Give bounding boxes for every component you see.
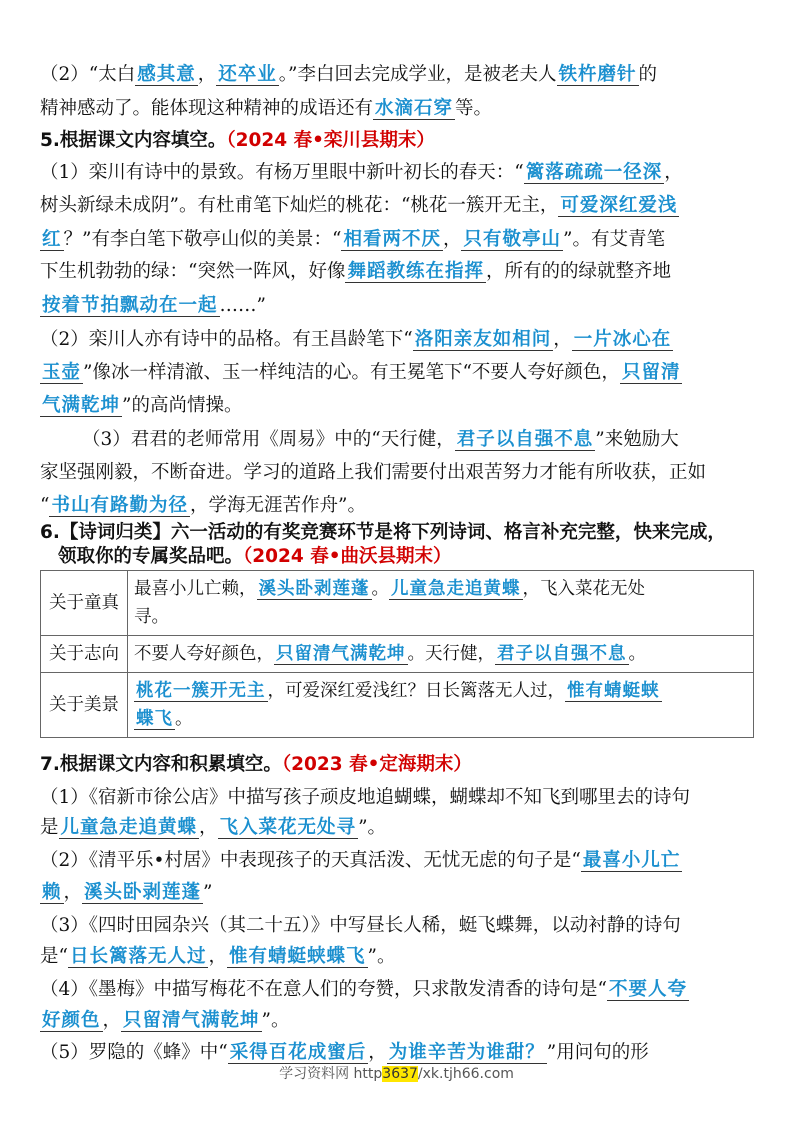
question-source: （2024 春•曲沃县期末） [243, 546, 452, 567]
answer-blank: 只留清气满乾坤 [276, 644, 406, 664]
category-cell: 关于美景 [41, 673, 128, 738]
table-row [41, 571, 754, 636]
q5-3-line2: 家坚强刚毅，不断奋进。学习的道路上我们需要付出艰苦努力才能有所收获，正如 [40, 462, 707, 483]
answer-blank: 只留清气满乾坤 [123, 1010, 260, 1031]
q5-3-line3: “ 书山有路勤为径 ，学海无涯苦作舟”。 [40, 495, 366, 516]
answer-blank: 只留清 [621, 362, 681, 383]
answer-blank: 只有敬亭山 [463, 229, 561, 250]
answer-blank: 按着节拍飘动在一起 [42, 295, 218, 316]
q7-3-line2: 是“ 日长篱落无人过 ， 惟有蜻蜓蛱蝶飞 ”。 [40, 946, 396, 967]
q4-2-line2: 精神感动了。能体现这种精神的成语还有 水滴石穿 等。 [40, 98, 493, 119]
category-cell: 关于志向 [41, 636, 128, 673]
q5-heading [40, 128, 435, 154]
q5-3-line1: （3）君君的老师常用《周易》中的“天行健， 君子以自强不息 ”来勉励大 [82, 429, 679, 450]
question-source: （2023 春•定海期末） [281, 754, 472, 775]
q7-heading [40, 752, 472, 778]
answer-blank: 铁杵磨针 [558, 64, 637, 85]
q5-2-line3: 气满乾坤 ”的高尚情操。 [42, 395, 243, 416]
answer-blank: 君子以自强不息 [497, 644, 627, 664]
answer-blank: 为谁辛苦为谁甜？ [388, 1042, 545, 1063]
q7-2-line1: （2）《清平乐•村居》中表现孩子的天真活泼、无忧无虑的句子是“ 最喜小儿亡 [40, 850, 681, 871]
answer-blank: 红 [42, 229, 62, 250]
answer-blank: 惟有蜻蜓蛱蝶飞 [229, 946, 366, 967]
answer-blank: 飞入菜花无处寻 [219, 817, 357, 838]
question-source: （2024 春•栾川县期末） [226, 130, 435, 151]
answer-blank: 蝶飞 [136, 709, 173, 729]
answer-blank: 惟有蜻蜓蛱 [567, 681, 660, 701]
answer-blank: 篱落疏疏一径深 [525, 162, 663, 183]
answer-blank: 舞蹈教练在指挥 [347, 261, 484, 282]
answer-blank: 儿童急走追黄蝶 [391, 579, 521, 599]
answer-blank: 可爱深红爱浅 [560, 195, 678, 216]
content-cell: 桃花一簇开无主 ，可爱深红爱浅红？日长篱落无人过， 惟有蜻蜓蛱 蝶飞 。 [128, 673, 754, 738]
content-cell: 最喜小儿亡赖， 溪头卧剥莲蓬 。 儿童急走追黄蝶 ，飞入菜花无处 寻。 [128, 571, 754, 636]
answer-blank: 桃花一簇开无主 [136, 681, 266, 701]
answer-blank: 君子以自强不息 [456, 429, 594, 450]
answer-blank: 玉壶 [42, 362, 82, 383]
q5-1-line2: 树头新绿未成阴”。有杜甫笔下灿烂的桃花：“桃花一簇开无主， 可爱深红爱浅 [40, 195, 678, 216]
q5-1-line5: 按着节拍飘动在一起 ……” [42, 295, 266, 316]
answer-blank: 赖 [42, 882, 62, 903]
answer-blank: 水滴石穿 [375, 98, 454, 119]
answer-blank: 日长篱落无人过 [69, 946, 207, 967]
answer-blank: 儿童急走追黄蝶 [60, 817, 198, 838]
q6-heading-line1 [40, 520, 726, 546]
answer-blank: 一片冰心在 [573, 329, 672, 350]
q4-2-line1: （2）“太白 感其意 ， 还卒业 。”李白回去完成学业，是被老夫人 铁杵磨针 的 [40, 64, 658, 85]
q6-heading-line2 [58, 544, 452, 570]
content-cell: 不要人夸好颜色， 只留清气满乾坤 。天行健， 君子以自强不息 。 [128, 636, 754, 673]
answer-blank: 溪头卧剥莲蓬 [258, 579, 370, 599]
q5-1-line4: 下生机勃勃的绿：“突然一阵风，好像 舞蹈教练在指挥 ，所有的的绿就整齐地 [40, 261, 671, 282]
question-title: 5.根据课文内容填空。 [40, 130, 227, 151]
answer-blank: 洛阳亲友如相问 [414, 329, 552, 350]
question-title: 7.根据课文内容和积累填空。 [40, 754, 282, 775]
answer-blank: 溪头卧剥莲蓬 [84, 882, 202, 903]
answer-blank: 气满乾坤 [42, 395, 121, 416]
category-cell: 关于童真 [41, 571, 128, 636]
answer-blank: 书山有路勤为径 [51, 495, 188, 516]
question-title: 6.【诗词归类】六一活动的有奖竞赛环节是将下列诗词、格言补充完整，快来完成， [40, 522, 726, 543]
q5-2-line1: （2）栾川人亦有诗中的品格。有王昌龄笔下“ 洛阳亲友如相问 ， 一片冰心在 [40, 329, 672, 350]
answer-blank: 相看两不厌 [343, 229, 441, 250]
q7-3-line1: （3）《四时田园杂兴（其二十五）》中写昼长人稀，蜓飞蝶舞，以动衬静的诗句 [40, 915, 681, 936]
poem-classification-table [40, 570, 754, 738]
answer-blank: 采得百花成蜜后 [229, 1042, 367, 1063]
q7-5-line1: （5）罗隐的《蜂》中“ 采得百花成蜜后 ， 为谁辛苦为谁甜？ ”用问句的形 [40, 1042, 649, 1063]
q7-1-line1: （1）《宿新市徐公店》中描写孩子顽皮地追蝴蝶，蝴蝶却不知飞到哪里去的诗句 [40, 787, 691, 808]
answer-blank: 还卒业 [218, 64, 277, 85]
table-row [41, 636, 754, 673]
q5-1-line1: （1）栾川有诗中的景致。有杨万里眼中新叶初长的春天：“ 篱落疏疏一径深 ， [40, 162, 683, 183]
answer-blank: 好颜色 [42, 1010, 101, 1031]
q5-2-line2: 玉壶 ”像冰一样清澈、玉一样纯洁的心。有王冕笔下“不要人夸好颜色， 只留清 [42, 362, 681, 383]
q7-4-line2: 好颜色 ， 只留清气满乾坤 ”。 [42, 1010, 290, 1031]
answer-blank: 最喜小儿亡 [582, 850, 681, 871]
answer-blank: 感其意 [137, 64, 196, 85]
q7-2-line2: 赖 ， 溪头卧剥莲蓬 ” [42, 882, 213, 903]
highlight-mark: 3637 [382, 1066, 418, 1082]
q7-4-line1: （4）《墨梅》中描写梅花不在意人们的夸赞，只求散发清香的诗句是“ 不要人夸 [40, 979, 687, 1000]
q7-1-line2: 是 儿童急走追黄蝶 ， 飞入菜花无处寻 ”。 [40, 817, 387, 838]
answer-blank: 不要人夸 [608, 979, 687, 1000]
table-row [41, 673, 754, 738]
question-title-cont: 领取你的专属奖品吧。 [58, 546, 244, 567]
footer-watermark: 学习资料网 http3637/xk.tjh66.com [279, 1066, 514, 1082]
q5-1-line3: 红 ？”有李白笔下敬亭山似的美景：“ 相看两不厌 ， 只有敬亭山 ”。有艾青笔 [42, 229, 665, 250]
